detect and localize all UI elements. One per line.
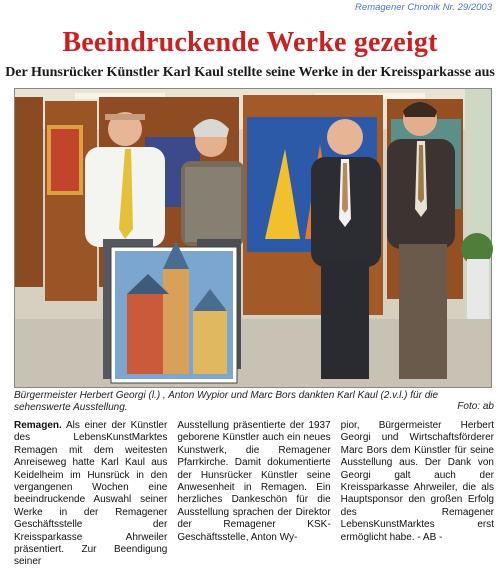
dateline: Remagen. bbox=[14, 420, 62, 431]
column-3-text: pior, Bürgermeister Herbert Georgi und Wirtschaftsförderer Marc Bors dem Künstler für seine Ausstellung aus. Der Dank von Georgi galt auch der Kreissparkasse Ahrweiler, die als Hauptsponsor den großen Erfolg des Remagener LebensKunstMarktes erst ermöglicht habe. - AB - bbox=[340, 420, 494, 543]
photo-caption: Bürgermeister Herbert Georgi (l.) , Anton Wypior und Marc Bors dankten Karl Kaul (2.v.l.) für die sehenswerte Ausstellung. bbox=[14, 390, 439, 413]
article-column-3 bbox=[341, 420, 494, 555]
issue-source-line: Remagener Chronik Nr. 29/2003 bbox=[355, 2, 492, 13]
column-2-text: Ausstellung präsentierte der 1937 geborene Künstler auch ein neues Kunstwerk, die Remagener Pfarrkirche. Damit dokumentierte der Hunsrücker Künstler seine Anwesenheit in Remagen. Ein herzliches Dankeschön für die Ausstellung sprachen der Direktor der Remagener KSK-Geschäftsstelle, Anton Wy- bbox=[177, 420, 331, 543]
photo-credit: Foto: ab bbox=[457, 401, 494, 412]
article-photo bbox=[14, 88, 492, 388]
article-body bbox=[14, 420, 494, 568]
column-1-text: Als einer der Künstler des LebensKunstMarktes Remagen mit dem weitesten Anreiseweg hatte Karl Kaul aus Keidelheim im Hunsrück in den vergangenen Wochen eine beeindruckende Auswahl seiner Werke in der Remagener Geschäftsstelle der Kreissparkasse Ahrweiler präsentiert. Zur Beendigung seiner bbox=[14, 420, 168, 568]
article-column-1 bbox=[14, 420, 168, 568]
article-subheadline: Der Hunsrücker Künstler Karl Kaul stellte seine Werke in der Kreissparkasse aus bbox=[5, 65, 495, 80]
article-column-2 bbox=[177, 420, 330, 555]
article-headline: Beeindruckende Werke gezeigt bbox=[62, 27, 438, 58]
